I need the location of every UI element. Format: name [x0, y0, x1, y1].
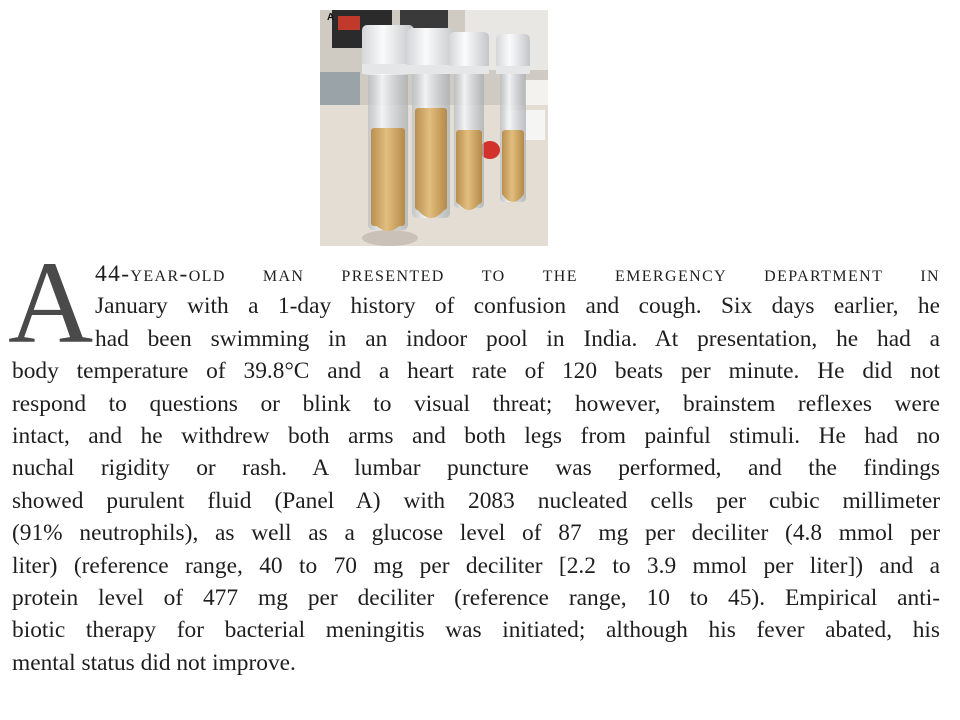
text-line: (91% neutrophils), as well as a glucose level of 87 mg per deciliter (4.8 mmol per — [12, 520, 940, 547]
opening-line — [95, 258, 940, 290]
text-line: January with a 1-day history of confusion and cough. Six days earlier, he — [95, 293, 940, 320]
text-line: had been swimming in an indoor pool in India. At presentation, he had a — [95, 325, 940, 352]
panel-label: A — [327, 12, 335, 23]
csf-tubes-photo — [320, 10, 548, 246]
opening-smallcaps: 44-year-old man presented to the emergency department in — [95, 261, 940, 287]
case-description — [8, 237, 940, 679]
text-line: body temperature of 39.8°C and a heart rate of 120 beats per minute. He did not — [12, 358, 940, 385]
text-line: intact, and he withdrew both arms and both legs from painful stimuli. He had no — [12, 422, 940, 449]
text-line: protein level of 477 mg per deciliter (reference range, 10 to 45). Empirical anti- — [12, 584, 940, 611]
text-line: liter) (reference range, 40 to 70 mg per deciliter [2.2 to 3.9 mmol per liter]) and a — [12, 552, 940, 579]
text-line: showed purulent fluid (Panel A) with 2083 nucleated cells per cubic millimeter — [12, 487, 940, 514]
text-line: mental status did not improve. — [12, 649, 296, 676]
text-line: nuchal rigidity or rash. A lumbar puncture was performed, and the findings — [12, 455, 940, 482]
text-line: biotic therapy for bacterial meningitis was initiated; although his fever abated, his — [12, 617, 940, 644]
drop-cap: A — [8, 237, 94, 368]
text-line: respond to questions or blink to visual threat; however, brainstem reflexes were — [12, 390, 940, 417]
drop-cap-container — [8, 237, 94, 368]
figure-panel-a — [320, 10, 548, 246]
